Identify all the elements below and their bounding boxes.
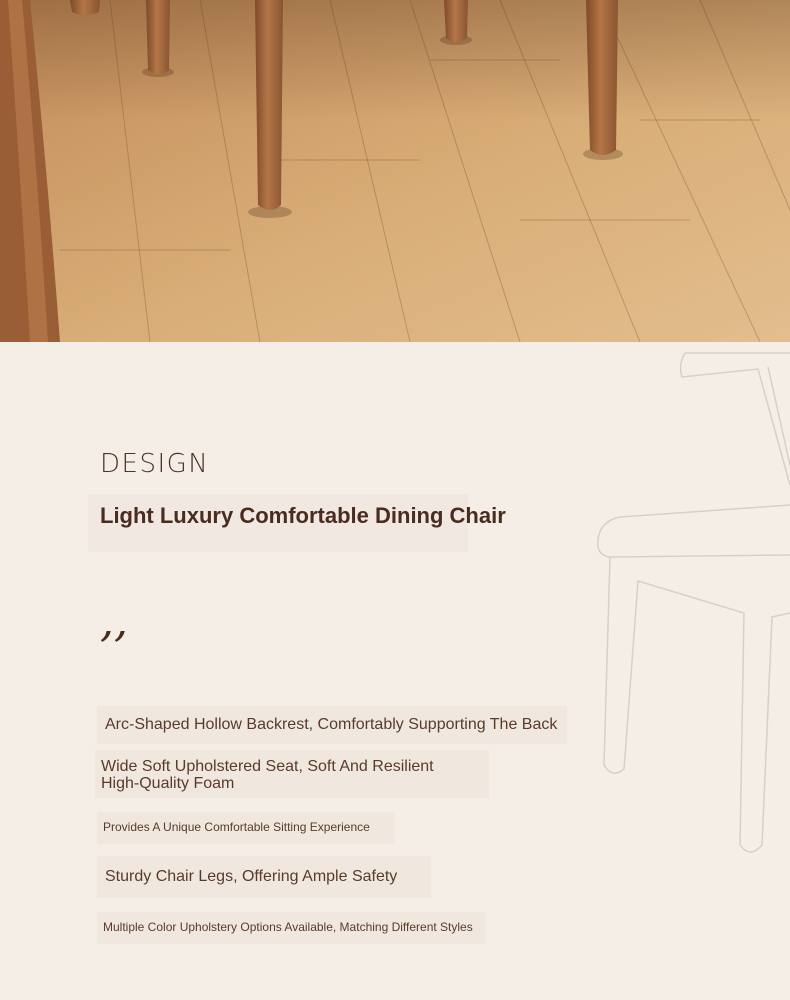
hero-image — [0, 0, 790, 342]
feature-text: Sturdy Chair Legs, Offering Ample Safety — [105, 868, 398, 885]
section-kicker: DESIGN — [100, 449, 210, 479]
chair-outline-illustration — [590, 345, 790, 865]
quote-mark-icon: ,, — [100, 596, 128, 647]
page-title: Light Luxury Comfortable Dining Chair — [100, 503, 506, 528]
hero-floor-illustration — [0, 0, 790, 342]
feature-text: Multiple Color Upholstery Options Available, Matching Different Styles — [103, 920, 473, 934]
feature-text: Arc-Shaped Hollow Backrest, Comfortably Supporting The Back — [105, 716, 558, 733]
feature-text: Provides A Unique Comfortable Sitting Experience — [103, 820, 370, 834]
feature-text: Wide Soft Upholstered Seat, Soft And Resilient High-Quality Foam — [101, 758, 434, 792]
